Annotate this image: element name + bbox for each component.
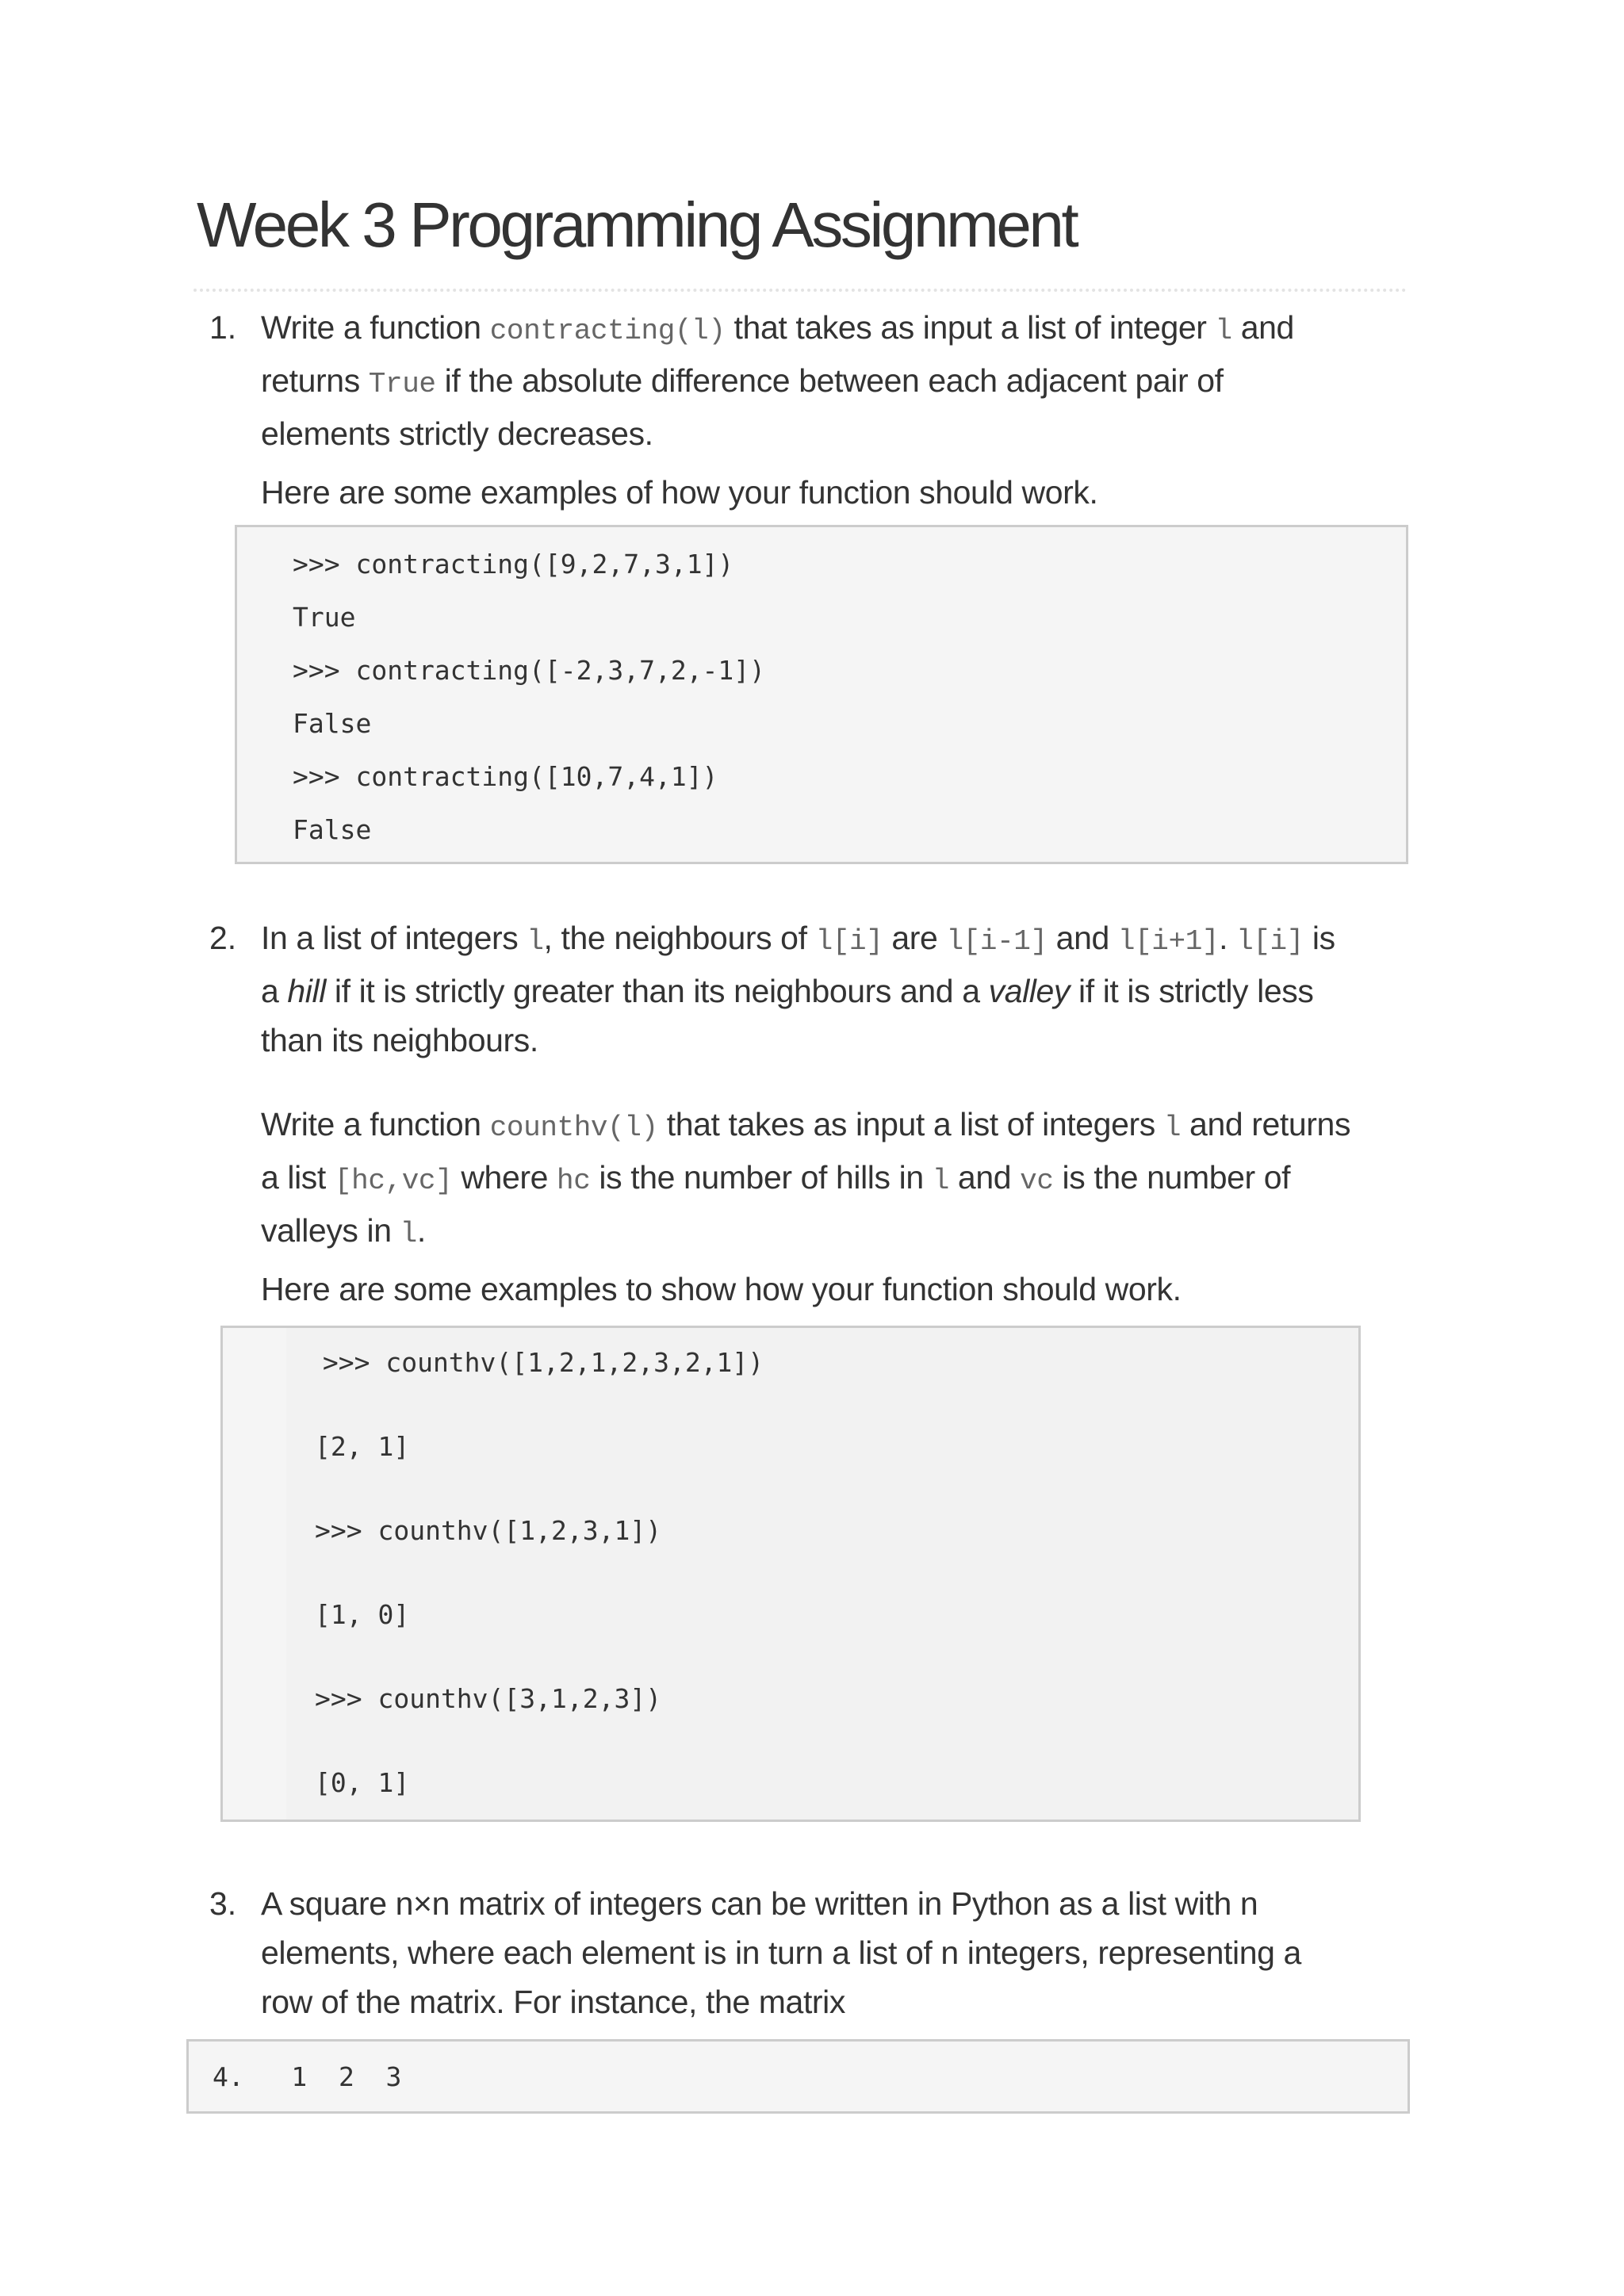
- inline-code: l: [527, 925, 544, 958]
- code-line: >>> counthv([1,2,1,2,3,2,1]): [307, 1347, 764, 1378]
- code-line: [2, 1]: [315, 1431, 410, 1462]
- q1-line-3: elements strictly decreases.: [261, 415, 653, 452]
- code-line: False: [293, 708, 372, 739]
- inline-code: hc: [557, 1165, 591, 1197]
- inline-code: l[i]: [1236, 925, 1304, 958]
- title-divider: [193, 289, 1407, 292]
- q2-task-line-3: valleys in l.: [261, 1212, 426, 1250]
- q2-code-block: [220, 1326, 1361, 1822]
- q1-line-1: Write a function contracting(l) that takes as input a list of integer l and: [261, 309, 1294, 347]
- q1-code-block: [235, 525, 1408, 864]
- inline-code: l: [932, 1165, 949, 1197]
- code-line: [0, 1]: [315, 1767, 410, 1798]
- q2-task-line-2: a list [hc,vc] where hc is the number of hills in l and vc is the number of: [261, 1159, 1291, 1197]
- inline-code: l: [1215, 315, 1232, 347]
- q2-line-2: a hill if it is strictly greater than its neighbours and a valley if it is strictly less: [261, 973, 1314, 1009]
- question-1-text: [261, 303, 1411, 458]
- question-3-number: 3.: [209, 1885, 237, 1922]
- question-3-text: [261, 1879, 1411, 2026]
- inline-code: l[i+1]: [1117, 925, 1220, 958]
- code-line: True: [293, 602, 356, 633]
- q2-line-1: In a list of integers l, the neighbours of l[i] are l[i-1] and l[i+1]. l[i] is: [261, 920, 1335, 958]
- code-line: 4. 1 2 3: [213, 2061, 402, 2092]
- code-line: >>> counthv([1,2,3,1]): [315, 1515, 662, 1546]
- term-hill: hill: [287, 973, 326, 1009]
- q2-code-inner: [286, 1328, 1358, 1820]
- code-line: >>> counthv([3,1,2,3]): [315, 1683, 662, 1714]
- question-2-number: 2.: [209, 920, 237, 956]
- q1-examples-intro: Here are some examples of how your function should work.: [261, 474, 1098, 511]
- question-2-task: [261, 1100, 1411, 1259]
- inline-code: vc: [1020, 1165, 1054, 1197]
- inline-code: l[i-1]: [946, 925, 1048, 958]
- inline-code: l[i]: [815, 925, 883, 958]
- matrix-code-block: [186, 2039, 1410, 2114]
- code-line: >>> contracting([-2,3,7,2,-1]): [293, 655, 766, 686]
- inline-code: [hc,vc]: [334, 1165, 453, 1197]
- q3-line-1: A square n×n matrix of integers can be written in Python as a list with n: [261, 1885, 1258, 1922]
- inline-code: l: [1163, 1112, 1182, 1144]
- q2-task-line-1: Write a function counthv(l) that takes as input a list of integers l and returns: [261, 1106, 1351, 1144]
- code-line: False: [293, 814, 372, 845]
- code-line: >>> contracting([9,2,7,3,1]): [293, 549, 734, 580]
- q2-examples-intro: Here are some examples to show how your function should work.: [261, 1271, 1182, 1307]
- page-title: Week 3 Programming Assignment: [197, 189, 1077, 260]
- code-line: >>> contracting([10,7,4,1]): [293, 761, 718, 792]
- inline-code: l: [400, 1218, 417, 1250]
- term-valley: valley: [988, 973, 1071, 1009]
- question-2-text: [261, 913, 1411, 1065]
- question-1-number: 1.: [209, 309, 237, 346]
- code-line: [1, 0]: [315, 1599, 410, 1630]
- q3-line-2: elements, where each element is in turn a list of n integers, representing a: [261, 1934, 1301, 1971]
- inline-code: contracting(l): [489, 315, 726, 347]
- q3-line-3: row of the matrix. For instance, the matrix: [261, 1984, 845, 2020]
- q1-line-2: returns True if the absolute difference between each adjacent pair of: [261, 362, 1224, 400]
- inline-code: counthv(l): [489, 1112, 658, 1144]
- q2-line-3: than its neighbours.: [261, 1022, 538, 1058]
- inline-code: True: [368, 368, 436, 400]
